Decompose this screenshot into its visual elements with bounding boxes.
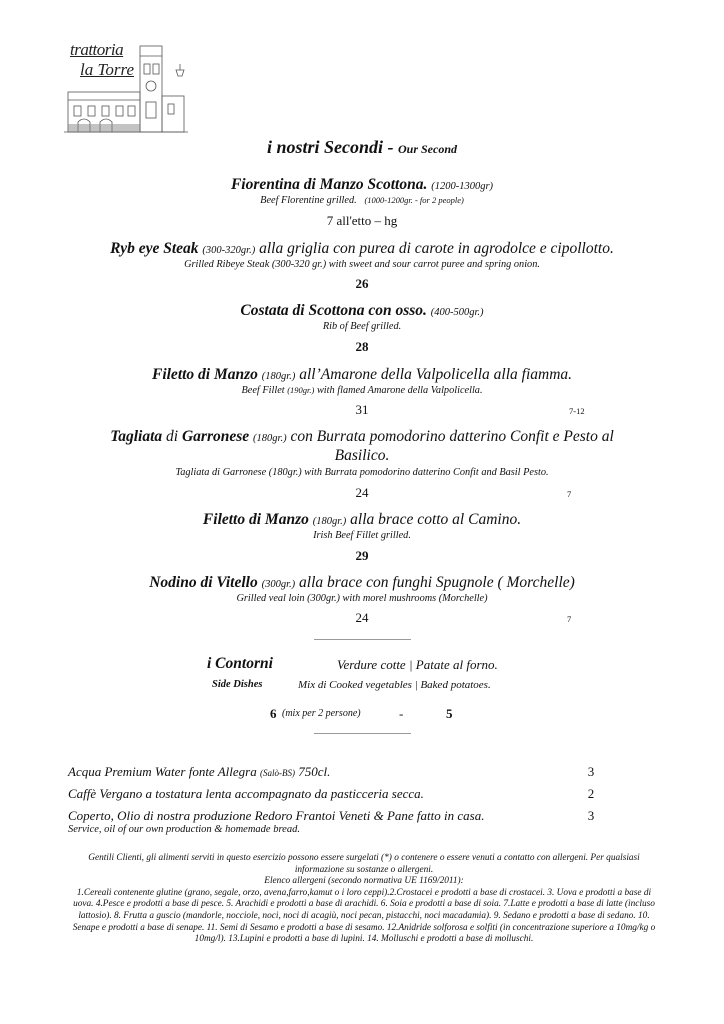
dish-weight: (300-320gr.) xyxy=(202,245,256,256)
dish-name xyxy=(0,428,724,446)
allergen-notice xyxy=(68,853,660,946)
dish-price: 7 all'etto – hg xyxy=(326,213,398,228)
extra-item-coffee: Caffè Vergano a tostatura lenta accompagnato da pasticceria secca. xyxy=(68,786,424,801)
dish-price: 28 xyxy=(355,339,369,354)
dish-description: Grilled veal loin (300gr.) with morel mushrooms (Morchelle) xyxy=(236,593,488,604)
extra-text-2: 750cl. xyxy=(298,764,331,779)
contorni-title: i Contorni xyxy=(207,655,273,672)
dish-price: 24 xyxy=(355,485,369,500)
dish-title-mid: di xyxy=(166,428,179,445)
dish-allergens: 7 xyxy=(567,614,572,624)
dish-rest: alla brace con funghi Spugnole ( Morchelle) xyxy=(299,574,575,591)
dish-allergens: 7 xyxy=(567,489,572,499)
notice-intro: Gentili Clienti, gli alimenti serviti in questo esercizio possono essere surgelati (*) o contenere o essere venuti a contatto con allergeni. Per qualsiasi informazione su sostanze o allergeni. xyxy=(88,853,640,875)
dish-description: Tagliata di Garronese (180gr.) with Burrata pomodorino datterino Confit and Basil Pesto. xyxy=(175,467,549,478)
dish-title: Costata di Scottona con osso. xyxy=(240,302,427,319)
dish-desc-pre: Beef Fillet xyxy=(241,385,285,396)
extra-cover-subtitle: Service, oil of our own production & homemade bread. xyxy=(68,824,300,835)
dish-description: Rib of Beef grilled. xyxy=(322,321,402,332)
dish-name xyxy=(0,574,724,592)
dish-desc-extra: (1000-1200gr. - for 2 people) xyxy=(364,195,464,205)
contorni-mix-note: (mix per 2 persone) xyxy=(282,708,361,719)
dish-price: 24 xyxy=(355,610,369,625)
dish-weight: (180gr.) xyxy=(261,371,296,382)
dish-weight: (300gr.) xyxy=(261,579,296,590)
dish-desc-text: Beef Florentine grilled. xyxy=(260,195,357,206)
divider xyxy=(314,639,411,640)
dish-name-line2: Basilico. xyxy=(334,447,390,464)
extra-item-water xyxy=(68,764,330,780)
dish-price: 31 xyxy=(355,402,369,417)
dish-description: Irish Beef Fillet grilled. xyxy=(313,530,411,541)
dish-name xyxy=(0,302,724,320)
dish-rest: alla brace cotto al Camino. xyxy=(350,511,522,528)
extra-note: (Salò-BS) xyxy=(259,768,295,778)
extra-text: Acqua Premium Water fonte Allegra xyxy=(68,764,257,779)
dish-name xyxy=(0,511,724,529)
dish-weight: (180gr.) xyxy=(312,516,347,527)
dish-title-2: Garronese xyxy=(181,428,250,445)
dish-title: Ryb eye Steak xyxy=(110,240,199,257)
contorni-single-price: 5 xyxy=(446,706,453,721)
dish-name xyxy=(0,366,724,384)
dish-name xyxy=(0,240,724,258)
dish-name xyxy=(0,176,724,194)
title-sub: Our Second xyxy=(398,142,458,156)
dish-rest: con Burrata pomodorino datterino Confit e Pesto al xyxy=(290,428,614,445)
page-title xyxy=(0,137,724,158)
divider xyxy=(314,733,411,734)
dish-weight: (180gr.) xyxy=(253,433,287,444)
contorni-dash: - xyxy=(399,706,404,721)
extra-price: 2 xyxy=(587,786,595,801)
dish-title: Filetto di Manzo xyxy=(151,366,258,383)
contorni-italian: Verdure cotte | Patate al forno. xyxy=(337,657,498,672)
dish-title: Tagliata xyxy=(110,428,163,445)
contorni-mix-price: 6 xyxy=(270,706,277,721)
dish-description: Grilled Ribeye Steak (300-320 gr.) with sweet and sour carrot puree and spring onion. xyxy=(184,259,540,270)
dish-description xyxy=(0,385,724,396)
dish-weight: (1200-1300gr) xyxy=(431,181,494,192)
dish-weight: (400-500gr.) xyxy=(430,307,484,318)
dish-title: Filetto di Manzo xyxy=(202,511,309,528)
extra-price: 3 xyxy=(587,764,595,779)
logo-text-line2: la Torre xyxy=(80,60,135,79)
dish-price: 26 xyxy=(355,276,369,291)
dish-title: Nodino di Vitello xyxy=(149,574,258,591)
extra-item-cover: Coperto, Olio di nostra produzione Redoro Frantoi Veneti & Pane fatto in casa. xyxy=(68,808,485,823)
dish-allergens: 7-12 xyxy=(569,406,585,416)
dish-description xyxy=(0,195,724,206)
dish-price: 29 xyxy=(355,548,369,563)
dish-rest: alla griglia con purea di carote in agrodolce e cipollotto. xyxy=(259,240,614,257)
extra-price: 3 xyxy=(587,808,595,823)
dish-title: Fiorentina di Manzo Scottona. xyxy=(230,176,428,193)
contorni-subtitle: Side Dishes xyxy=(212,679,263,690)
notice-list-title: Elenco allergeni (secondo normativa UE 1169/2011): xyxy=(264,876,464,887)
dish-rest: all’Amarone della Valpolicella alla fiamma. xyxy=(299,366,573,383)
notice-allergen-list: 1.Cereali contenente glutine (grano, segale, orzo, avena,farro,kamut o i loro ceppi).2.Crostacei e prodotti a base di crostacei. 3. Uova e prodotti a base di uova. 4.Pesce e prodotti a base di pesce. 5. Arachidi e prodotti a base di arachidi. 6. Soia e prodotti a base di soia. 7.Latte e prodotti a base di latte (incluso lattosio). 8. Frutta a guscio (mandorle, nocciole, noci, noci di acagiù, noci pecan, pistacchi, noci macadamia). 9. Sedano e prodotti a base di sedano. 10. Senape e prodotti a base di senape. 11. Semi di Sesamo e prodotti a base di sesamo. 12.Anidride solforosa e solfiti (in concentrazione superiore a 10mg/kg o 10mg/l). 13.Lupini e prodotti a base di lupini. 14. Molluschi e prodotti a base di molluschi. xyxy=(72,887,656,945)
restaurant-logo xyxy=(64,38,190,134)
dish-desc-text: with flamed Amarone della Valpolicella. xyxy=(316,385,483,396)
logo-text-line1: trattoria xyxy=(70,40,124,59)
title-main: i nostri Secondi - xyxy=(266,137,394,157)
dish-desc-weight: (190gr.) xyxy=(287,385,315,395)
contorni-english: Mix di Cooked vegetables | Baked potatoes. xyxy=(298,679,491,691)
